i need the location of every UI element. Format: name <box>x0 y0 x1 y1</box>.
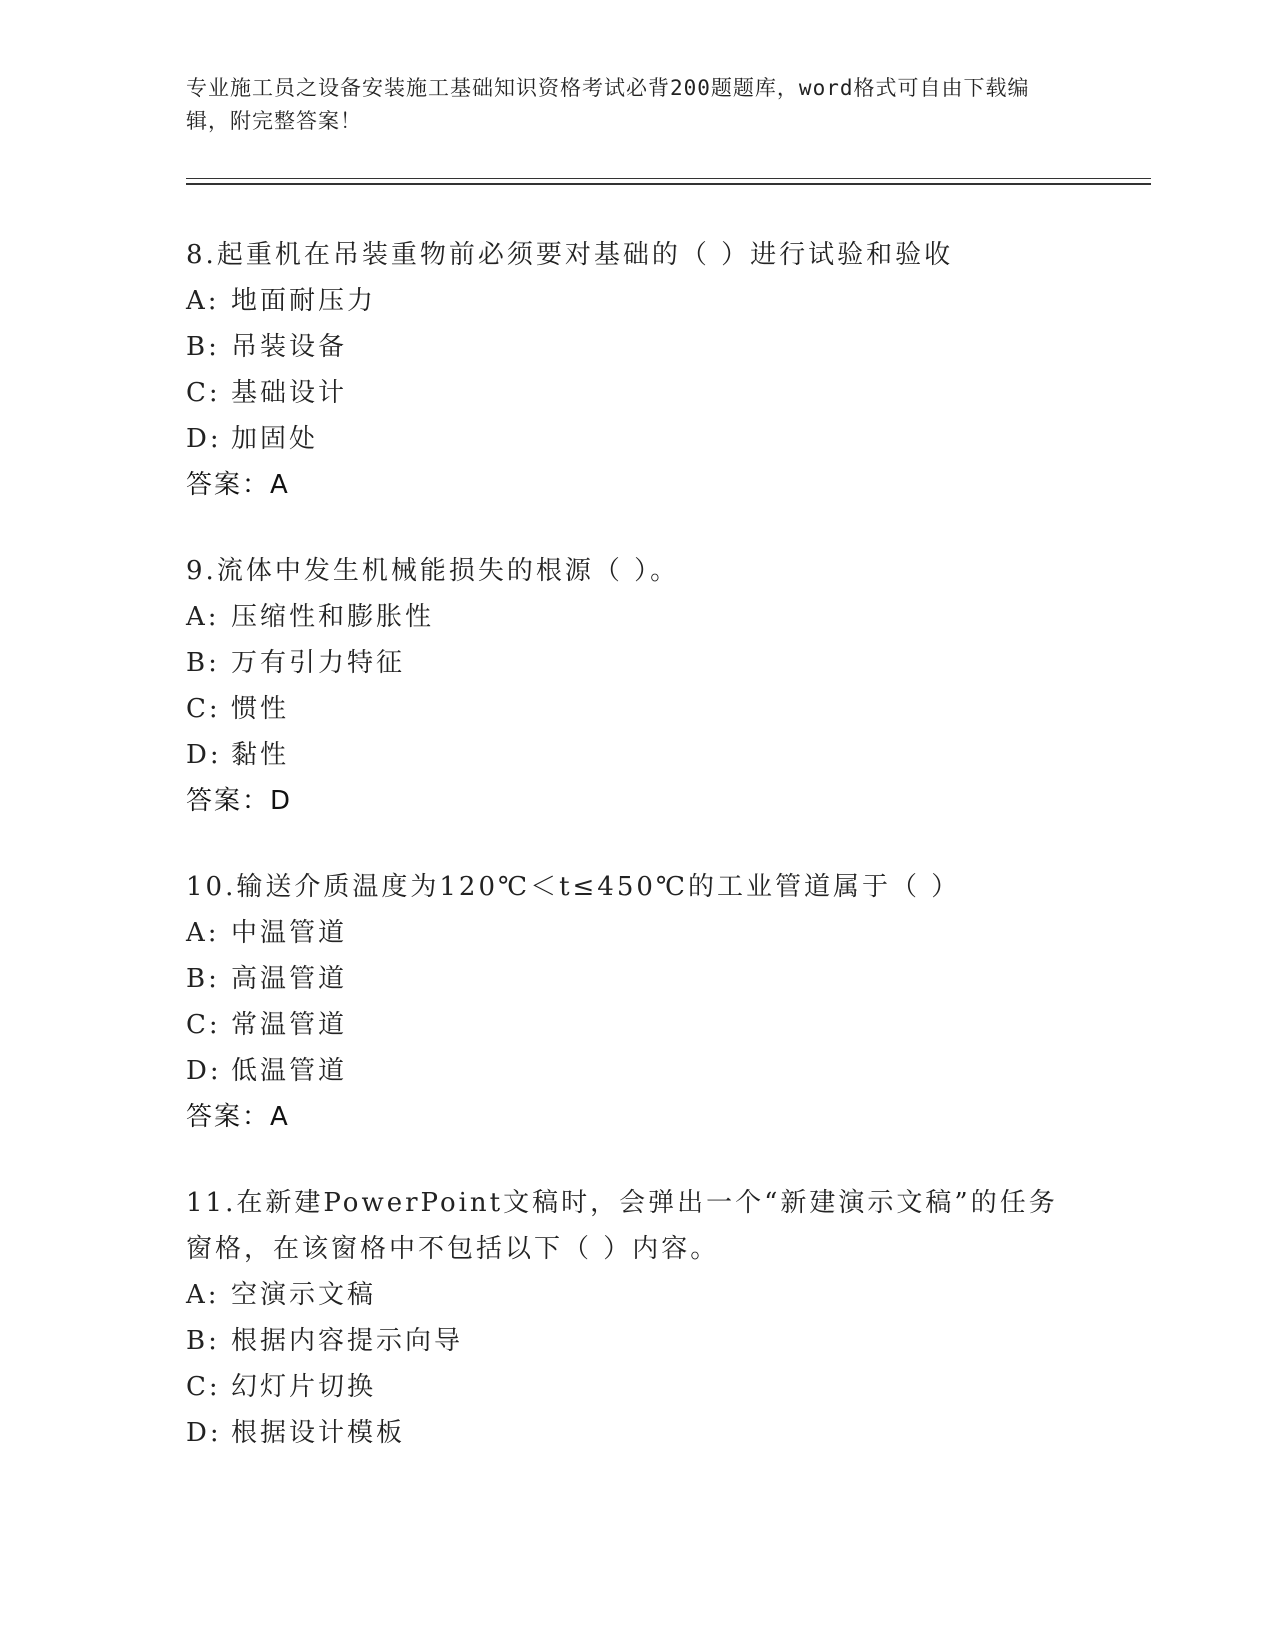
option-letter: B: <box>186 332 220 362</box>
answer-line: 答案：D <box>186 786 293 816</box>
option-d <box>186 732 1066 778</box>
option-text: 惯性 <box>231 694 290 724</box>
option-a <box>186 594 1066 640</box>
option-text: 黏性 <box>231 740 290 770</box>
question-number: 10. <box>186 872 237 902</box>
option-letter: A: <box>186 602 220 632</box>
option-letter: C: <box>186 1372 221 1402</box>
option-letter: D: <box>186 424 222 454</box>
header-intro-text: 专业施工员之设备安装施工基础知识资格考试必背200题题库，word格式可自由下载编辑，附完整答案！ <box>186 76 1030 133</box>
option-text: 根据设计模板 <box>231 1418 406 1448</box>
option-text: 万有引力特征 <box>231 648 406 678</box>
option-b <box>186 640 1066 686</box>
option-c <box>186 686 1066 732</box>
option-letter: A: <box>186 918 220 948</box>
option-text: 基础设计 <box>231 378 348 408</box>
question-number: 8. <box>186 240 217 270</box>
option-text: 高温管道 <box>231 964 348 994</box>
question-8 <box>186 232 1066 508</box>
option-letter: B: <box>186 648 220 678</box>
option-b <box>186 956 1066 1002</box>
option-text: 幻灯片切换 <box>231 1372 377 1402</box>
option-text: 根据内容提示向导 <box>231 1326 464 1356</box>
option-c <box>186 1002 1066 1048</box>
option-b <box>186 1318 1066 1364</box>
header-divider-thick <box>186 183 1151 185</box>
option-text: 常温管道 <box>231 1010 348 1040</box>
answer-line: 答案：A <box>186 1102 290 1132</box>
question-stem <box>186 232 1066 278</box>
question-list <box>186 232 1066 1496</box>
option-text: 空演示文稿 <box>231 1280 377 1310</box>
option-letter: C: <box>186 1010 221 1040</box>
option-a <box>186 278 1066 324</box>
question-stem <box>186 864 1066 910</box>
option-text: 加固处 <box>231 424 319 454</box>
question-text: 流体中发生机械能损失的根源（ ）。 <box>216 556 680 586</box>
question-number: 11. <box>186 1188 237 1218</box>
option-a <box>186 1272 1066 1318</box>
option-c <box>186 370 1066 416</box>
question-stem <box>186 548 1066 594</box>
option-text: 低温管道 <box>231 1056 348 1086</box>
option-text: 吊装设备 <box>231 332 348 362</box>
option-letter: A: <box>186 286 220 316</box>
option-text: 压缩性和膨胀性 <box>231 602 435 632</box>
option-d <box>186 1048 1066 1094</box>
option-letter: B: <box>186 1326 220 1356</box>
option-d <box>186 1410 1066 1456</box>
option-letter: C: <box>186 378 221 408</box>
question-10 <box>186 864 1066 1140</box>
option-letter: B: <box>186 964 220 994</box>
option-letter: D: <box>186 740 222 770</box>
option-letter: D: <box>186 1418 222 1448</box>
option-b <box>186 324 1066 370</box>
question-stem <box>186 1180 1066 1272</box>
header-divider-thin <box>186 178 1151 179</box>
option-d <box>186 416 1066 462</box>
answer-line: 答案：A <box>186 470 290 500</box>
question-11 <box>186 1180 1066 1456</box>
document-header <box>186 72 1066 138</box>
option-letter: D: <box>186 1056 222 1086</box>
question-9 <box>186 548 1066 824</box>
question-text: 起重机在吊装重物前必须要对基础的（ ）进行试验和验收 <box>216 240 954 270</box>
question-text: 输送介质温度为120℃＜t≤450℃的工业管道属于（ ） <box>236 872 961 902</box>
option-text: 地面耐压力 <box>231 286 377 316</box>
option-a <box>186 910 1066 956</box>
question-number: 9. <box>186 556 217 586</box>
question-text: 在新建PowerPoint文稿时，会弹出一个“新建演示文稿”的任务窗格，在该窗格中不包括以下（ ）内容。 <box>186 1188 1058 1264</box>
option-c <box>186 1364 1066 1410</box>
option-letter: A: <box>186 1280 220 1310</box>
option-letter: C: <box>186 694 221 724</box>
option-text: 中温管道 <box>231 918 348 948</box>
